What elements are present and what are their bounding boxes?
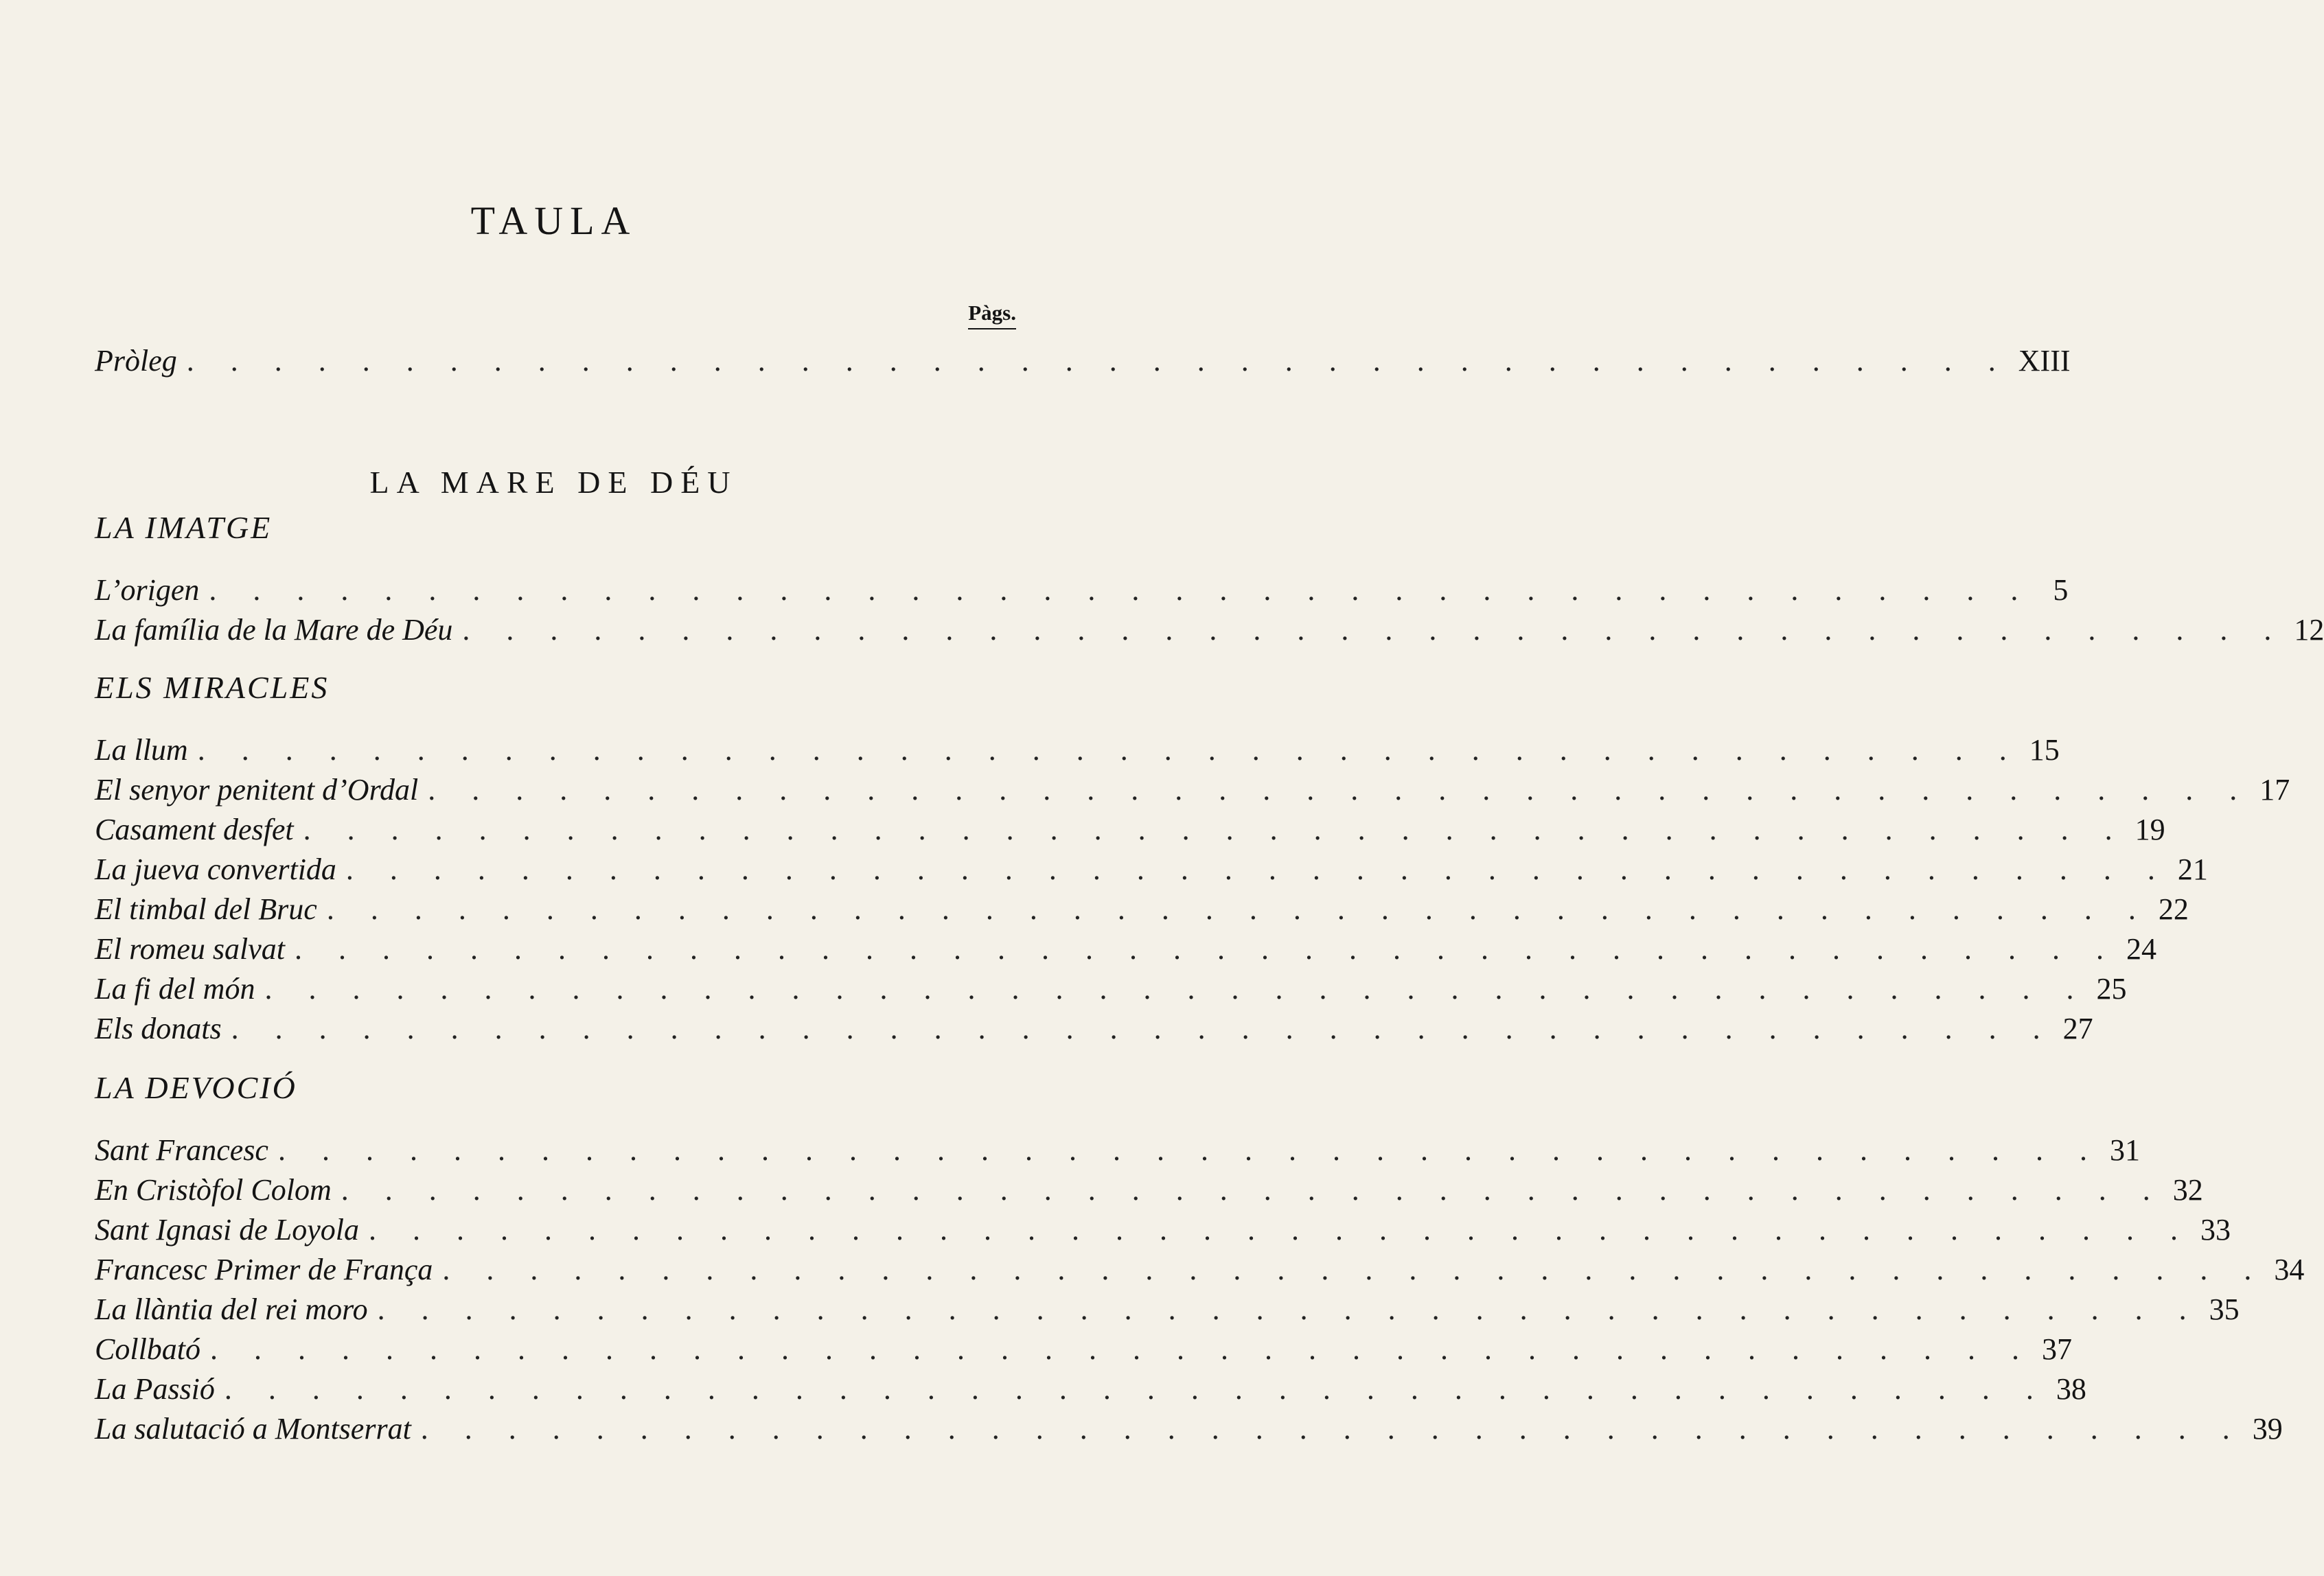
- dot-leader: . . . . . . . . . . . . . . . . . . . . . . . . . . . . . . . . . . . . . . . . . .: [209, 573, 2033, 607]
- dot-leader: . . . . . . . . . . . . . . . . . . . . . . . . . . . . . . . . . . . . . . . . . .: [224, 1372, 2048, 1406]
- toc-entry-page: 12: [2294, 613, 2324, 647]
- toc-entry-page: 24: [2126, 932, 2156, 966]
- toc-entry: [95, 1403, 2283, 1446]
- toc-entry-title: El romeu salvat: [95, 932, 285, 966]
- toc-entry-title: En Cristòfol Colom: [95, 1173, 332, 1207]
- dot-leader: . . . . . . . . . . . . . . . . . . . . . . . . . . . . . . . . . . . . . . . . . .: [442, 1253, 2266, 1286]
- dot-leader: . . . . . . . . . . . . . . . . . . . . . . . . . . . . . . . . . . . . . . . . . .: [377, 1293, 2201, 1326]
- toc-entry-page: 19: [2135, 813, 2165, 846]
- toc-entry: [95, 1124, 2140, 1167]
- dot-leader: . . . . . . . . . . . . . . . . . . . . . . . . . . . . . . . . . . . . . . . . . .: [277, 1133, 2102, 1167]
- toc-entry-title: La llàntia del rei moro: [95, 1293, 368, 1326]
- dot-leader: . . . . . . . . . . . . . . . . . . . . . . . . . . . . . . . . . . . . . . . . . .: [462, 613, 2286, 647]
- toc-entry-title: L’origen: [95, 573, 200, 607]
- toc-entry: [95, 844, 2208, 886]
- dot-leader: . . . . . . . . . . . . . . . . . . . . . . . . . . . . . . . . . . . . . . . . . .: [197, 733, 2021, 767]
- toc-entry-page: 27: [2062, 1012, 2093, 1045]
- toc-entry-title: La salutació a Montserrat: [95, 1412, 411, 1446]
- toc-entry-title: Casament desfet: [95, 813, 294, 846]
- pages-column-header: Pàgs.: [968, 301, 1016, 329]
- toc-entry-title: La llum: [95, 733, 188, 767]
- toc-entry-title: Els donats: [95, 1012, 222, 1045]
- toc-entry-page: 39: [2252, 1412, 2283, 1446]
- toc-entry-page: XIII: [2018, 344, 2071, 378]
- toc-entry-page: 15: [2029, 733, 2060, 767]
- dot-leader: . . . . . . . . . . . . . . . . . . . . . . . . . . . . . . . . . . . . . . . . . .: [428, 773, 2252, 807]
- dot-leader: . . . . . . . . . . . . . . . . . . . . . . . . . . . . . . . . . . . . . . . . . .: [341, 1173, 2165, 1207]
- toc-entry-page: 21: [2177, 853, 2208, 886]
- dot-leader: . . . . . . . . . . . . . . . . . . . . . . . . . . . . . . . . . . . . . . . . . .: [186, 344, 2010, 378]
- toc-entry: [95, 1164, 2203, 1207]
- toc-entry: [95, 1204, 2231, 1247]
- toc-entry-title: La fi del món: [95, 972, 255, 1006]
- toc-entry-page: 5: [2053, 573, 2069, 607]
- toc-entry: [95, 764, 2290, 807]
- toc-entry-prologue: [95, 335, 2071, 378]
- dot-leader: . . . . . . . . . . . . . . . . . . . . . . . . . . . . . . . . . . . . . . . . . .: [264, 972, 2089, 1006]
- dot-leader: . . . . . . . . . . . . . . . . . . . . . . . . . . . . . . . . . . . . . . . . . .: [231, 1012, 2055, 1045]
- toc-entry-title: El senyor penitent d’Ordal: [95, 773, 419, 807]
- toc-entry-page: 17: [2259, 773, 2290, 807]
- toc-entry: [95, 1284, 2240, 1326]
- toc-entry: [95, 963, 2127, 1006]
- toc-entry-page: 31: [2109, 1133, 2140, 1167]
- dot-leader: . . . . . . . . . . . . . . . . . . . . . . . . . . . . . . . . . . . . . . . . . .: [303, 813, 2127, 846]
- toc-entry-page: 35: [2209, 1293, 2240, 1326]
- toc-entry-title: La jueva convertida: [95, 853, 336, 886]
- toc-entry: [95, 804, 2165, 846]
- toc-entry-page: 38: [2056, 1372, 2086, 1406]
- toc-entry-title: Sant Francesc: [95, 1133, 268, 1167]
- section-heading-imatge: LA IMATGE: [95, 510, 273, 545]
- toc-entry-title: Sant Ignasi de Loyola: [95, 1213, 359, 1247]
- toc-entry: [95, 1323, 2073, 1366]
- toc-entry: [95, 923, 2156, 966]
- toc-entry-title: Pròleg: [95, 344, 177, 378]
- dot-leader: . . . . . . . . . . . . . . . . . . . . . . . . . . . . . . . . . . . . . . . . . .: [368, 1213, 2192, 1247]
- toc-entry-page: 34: [2274, 1253, 2305, 1286]
- toc-entry: [95, 604, 2324, 647]
- section-heading-devocio: LA DEVOCIÓ: [95, 1070, 297, 1105]
- toc-entry-title: La família de la Mare de Déu: [95, 613, 453, 647]
- toc-entry-title: La Passió: [95, 1372, 215, 1406]
- toc-entry: [95, 1363, 2086, 1406]
- dot-leader: . . . . . . . . . . . . . . . . . . . . . . . . . . . . . . . . . . . . . . . . . .: [420, 1412, 2244, 1446]
- toc-entry-page: 33: [2200, 1213, 2231, 1247]
- toc-entry-page: 22: [2158, 892, 2189, 926]
- page-title: TAULA: [470, 198, 637, 243]
- dot-leader: . . . . . . . . . . . . . . . . . . . . . . . . . . . . . . . . . . . . . . . . . .: [295, 932, 2118, 966]
- dot-leader: . . . . . . . . . . . . . . . . . . . . . . . . . . . . . . . . . . . . . . . . . .: [326, 892, 2150, 926]
- toc-entry-page: 25: [2096, 972, 2127, 1006]
- toc-entry: [95, 724, 2060, 767]
- toc-entry-title: El timbal del Bruc: [95, 892, 317, 926]
- toc-entry-page: 37: [2042, 1332, 2073, 1366]
- toc-entry-page: 32: [2172, 1173, 2203, 1207]
- toc-entry-title: Francesc Primer de França: [95, 1253, 433, 1286]
- dot-leader: . . . . . . . . . . . . . . . . . . . . . . . . . . . . . . . . . . . . . . . . . .: [345, 853, 2170, 886]
- part-title: LA MARE DE DÉU: [369, 465, 738, 500]
- section-heading-miracles: ELS MIRACLES: [95, 670, 330, 705]
- toc-entry: [95, 1003, 2093, 1045]
- dot-leader: . . . . . . . . . . . . . . . . . . . . . . . . . . . . . . . . . . . . . . . . . .: [210, 1332, 2034, 1366]
- toc-entry: [95, 1244, 2305, 1286]
- toc-entry: [95, 564, 2069, 607]
- toc-entry-title: Collbató: [95, 1332, 201, 1366]
- toc-entry: [95, 883, 2189, 926]
